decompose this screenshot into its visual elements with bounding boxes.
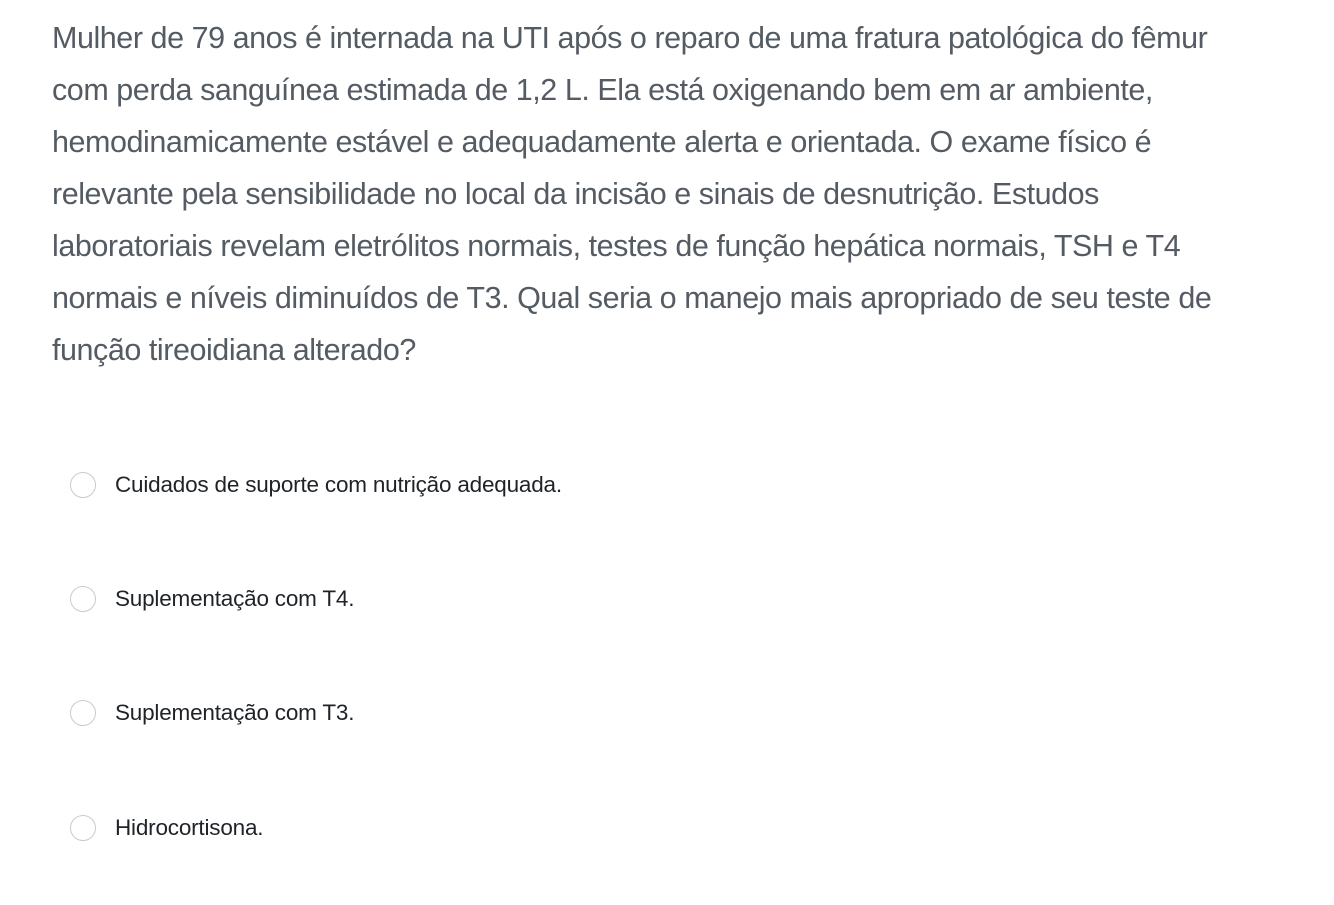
answer-option-label: Cuidados de suporte com nutrição adequada. (115, 472, 562, 497)
question-line: laboratoriais revelam eletrólitos normais, testes de função hepática normais, TSH e T4 (52, 229, 1181, 263)
answer-option-label: Suplementação com T3. (115, 700, 355, 725)
question-line: com perda sanguínea estimada de 1,2 L. Ela está oxigenando bem em ar ambiente, (52, 73, 1153, 107)
answer-option-supportive-care[interactable] (70, 468, 562, 502)
radio-button[interactable] (70, 700, 96, 726)
radio-button[interactable] (70, 815, 96, 841)
radio-button[interactable] (70, 472, 96, 498)
question-text (52, 12, 1322, 376)
answer-option-label: Hidrocortisona. (115, 815, 264, 840)
question-line: Mulher de 79 anos é internada na UTI após o reparo de uma fratura patológica do fêmur (52, 21, 1208, 55)
question-line: função tireoidiana alterado? (52, 333, 416, 367)
question-line: hemodinamicamente estável e adequadamente alerta e orientada. O exame físico é (52, 125, 1152, 159)
answer-option-hydrocortisone[interactable] (70, 811, 263, 845)
answer-option-t3-supplementation[interactable] (70, 696, 354, 730)
question-line: relevante pela sensibilidade no local da incisão e sinais de desnutrição. Estudos (52, 177, 1099, 211)
radio-button[interactable] (70, 586, 96, 612)
answer-option-label: Suplementação com T4. (115, 586, 355, 611)
question-line: normais e níveis diminuídos de T3. Qual seria o manejo mais apropriado de seu teste de (52, 281, 1212, 315)
answer-option-t4-supplementation[interactable] (70, 582, 354, 616)
